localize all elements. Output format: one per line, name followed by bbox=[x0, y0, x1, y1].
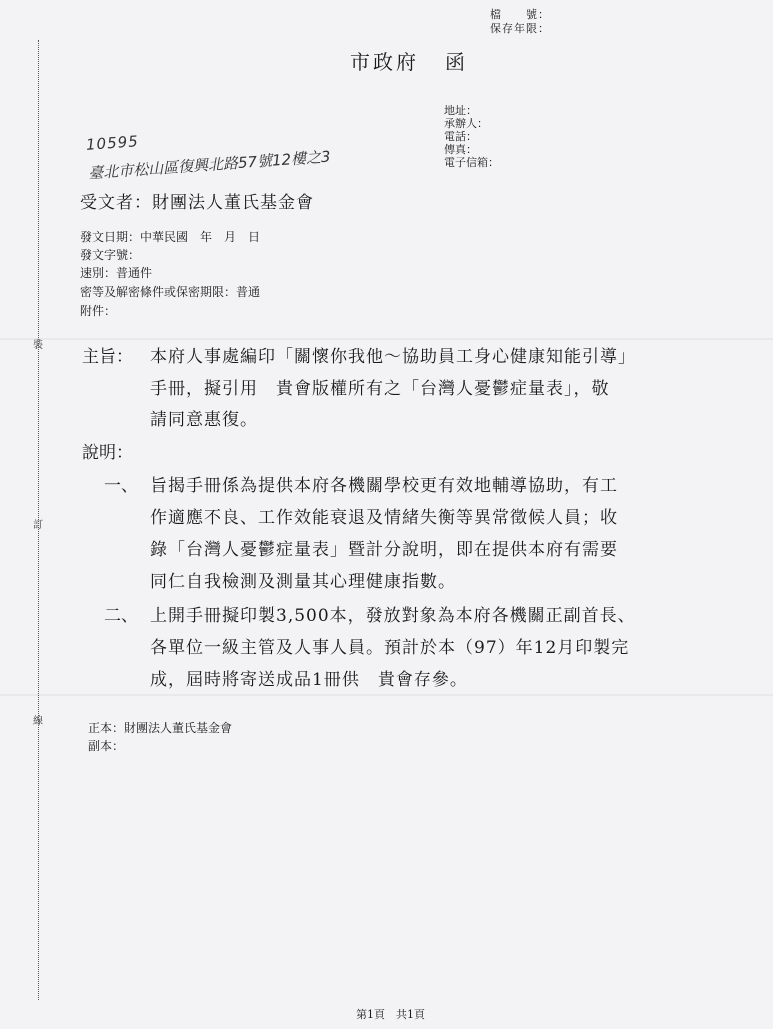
description-line: 各單位一級主管及人事人員。預計於本（97）年12月印製完 bbox=[150, 638, 630, 658]
carbon-copy: 副本： bbox=[88, 739, 125, 753]
item-number: 一、 bbox=[104, 476, 138, 496]
retention-period: 保存年限： bbox=[490, 22, 550, 35]
issue-date: 發文日期：中華民國 年 月 日 bbox=[80, 230, 261, 244]
handwritten-address: 臺北市松山區復興北路57號12樓之3 bbox=[87, 147, 332, 183]
description-line: 同仁自我檢測及測量其心理健康指數。 bbox=[150, 572, 456, 592]
subject-label: 主旨： bbox=[82, 347, 133, 367]
main-recipient: 正本：財團法人董氏基金會 bbox=[88, 721, 233, 735]
delivery-speed: 速別：普通件 bbox=[80, 266, 153, 280]
paper-fold bbox=[0, 338, 773, 340]
agency-name: 市政府 bbox=[350, 50, 419, 74]
contact-fax: 傳真： bbox=[444, 143, 477, 156]
file-number: 檔 號： bbox=[490, 8, 550, 21]
subject-line: 本府人事處編印「關懷你我他～協助員工身心健康知能引導」 bbox=[150, 347, 636, 367]
description-line: 上開手冊擬印製3,500本，發放對象為本府各機關正副首長、 bbox=[150, 606, 636, 626]
description-label: 說明： bbox=[82, 443, 133, 463]
subject-line: 請同意惠復。 bbox=[150, 410, 258, 430]
binding-mark: 線 bbox=[33, 716, 43, 727]
binding-mark: 訂 bbox=[33, 520, 43, 531]
description-line: 作適應不良、工作效能衰退及情緒失衡等異常徵候人員；收 bbox=[150, 508, 618, 528]
contact-address: 地址： bbox=[444, 104, 477, 117]
binding-mark: 裝 bbox=[33, 340, 43, 351]
item-number: 二、 bbox=[104, 606, 138, 626]
recipient: 受文者：財團法人董氏基金會 bbox=[80, 193, 314, 213]
document-title bbox=[350, 46, 468, 75]
document-type: 函 bbox=[445, 50, 468, 74]
security-level: 密等及解密條件或保密期限：普通 bbox=[80, 285, 261, 299]
contact-email: 電子信箱： bbox=[444, 156, 499, 169]
contact-handler: 承辦人： bbox=[444, 117, 488, 130]
contact-phone: 電話： bbox=[444, 130, 477, 143]
page-indicator: 第1頁 共1頁 bbox=[356, 1008, 425, 1021]
description-line: 成，屆時將寄送成品1冊供 貴會存參。 bbox=[150, 670, 468, 690]
paper-fold bbox=[0, 694, 773, 696]
subject-line: 手冊，擬引用 貴會版權所有之「台灣人憂鬱症量表」，敬 bbox=[150, 379, 610, 399]
attachments: 附件： bbox=[80, 304, 117, 318]
handwritten-zip: 10595 bbox=[85, 132, 140, 154]
description-line: 錄「台灣人憂鬱症量表」暨計分說明，即在提供本府有需要 bbox=[150, 540, 618, 560]
document-number: 發文字號： bbox=[80, 248, 141, 262]
description-line: 旨揭手冊係為提供本府各機關學校更有效地輔導協助，有工 bbox=[150, 476, 618, 496]
